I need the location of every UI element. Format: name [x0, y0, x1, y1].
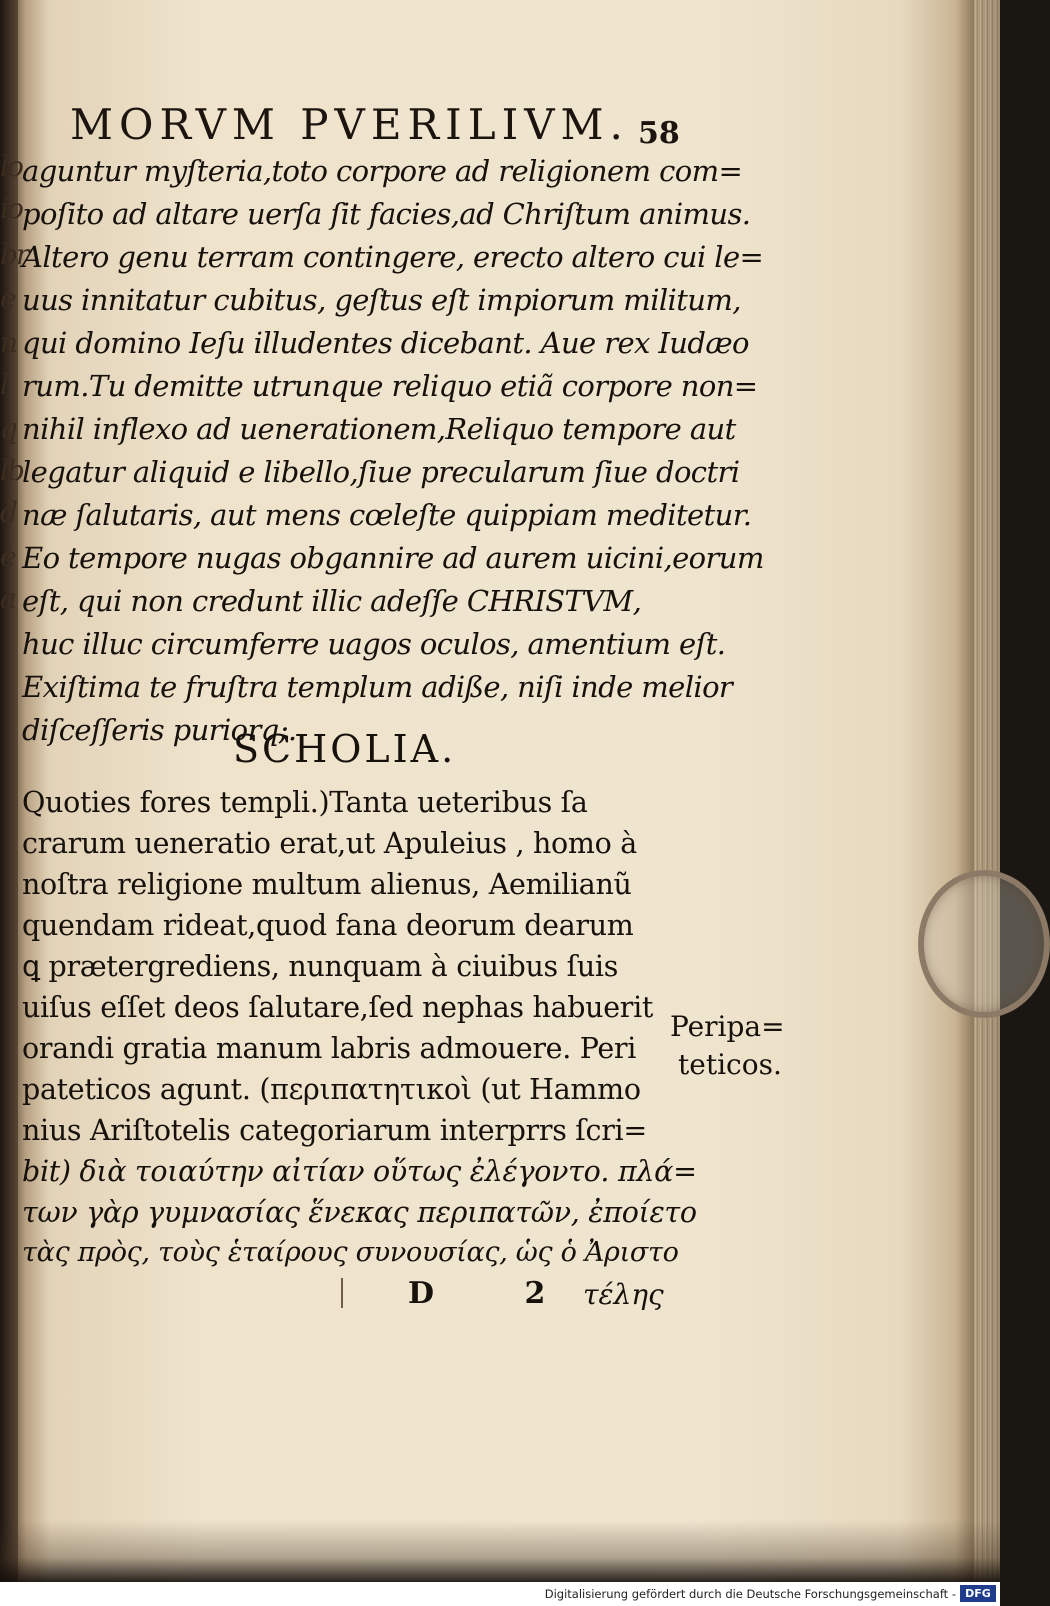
- scholia-line: quendam rideat,quod fana deorum dearum: [22, 909, 634, 942]
- margin-fragment: io: [0, 192, 22, 225]
- ink-mark: [341, 1278, 343, 1308]
- digitization-credit: Digitalisierung gefördert durch die Deutsche Forschungsgemeinschaft -: [544, 1587, 956, 1601]
- scholia-line: των γὰρ γυμνασίας ἕνεκας περιπατῶν, ἐποίετο: [22, 1196, 697, 1229]
- margin-note: Peripa=: [670, 1010, 785, 1043]
- scholia-heading: SCHOLIA.: [233, 727, 457, 771]
- scholia-line: τὰς πρὸς, τοὺς ἑταίρους συνουσίας, ὡς ὁ Ἀριστο: [22, 1237, 679, 1268]
- margin-fragment: d: [0, 496, 16, 529]
- body-line: legatur aliquid e libello,ſiue precularum ſiue doctri: [22, 455, 740, 489]
- scholia-line: ꝗ prætergrediens, nunquam à ciuibus ſuis: [22, 950, 619, 983]
- scholia-line: bit) διὰ τοιαύτην αἰτίαν οὕτως ἐλέγοντο. πλά=: [22, 1155, 697, 1188]
- margin-fragment: e: [0, 540, 15, 573]
- body-line: uus innitatur cubitus, geſtus eſt impiorum militum,: [22, 283, 741, 317]
- scholia-line: orandi gratia manum labris admouere. Peri: [22, 1032, 637, 1065]
- running-title: MORVM PVERILIVM.: [70, 100, 629, 149]
- body-line: rum.Tu demitte utrunque reliquo etiã corpore non=: [22, 369, 758, 403]
- catchword: τέλης: [583, 1278, 664, 1311]
- scholia-line: pateticos agunt. (περιπατητικοὶ (ut Hammo: [22, 1073, 641, 1106]
- margin-fragment: a: [0, 582, 15, 615]
- body-line: Eo tempore nugas obgannire ad aurem uicini,eorum: [22, 541, 764, 575]
- body-line: qui domino Ieſu illudentes dicebant. Aue rex Iudæo: [22, 326, 749, 360]
- margin-fragment: e: [0, 282, 15, 315]
- body-line: næ ſalutaris, aut mens cœleſte quippiam meditetur.: [22, 498, 752, 532]
- scholia-line: crarum ueneratio erat,ut Apuleius , homo à: [22, 827, 637, 860]
- body-line: huc illuc circumferre uagos oculos, amentium eſt.: [22, 627, 726, 661]
- body-line: eſt, qui non credunt illic adeſſe CHRISTVM,: [22, 584, 642, 618]
- body-line: poſito ad altare uerſa ſit facies,ad Chriſtum animus.: [22, 197, 751, 231]
- scholia-line: noſtra religione multum alienus, Aemilianũ: [22, 868, 632, 901]
- body-line: nihil inflexo ad uenerationem,Reliquo tempore aut: [22, 412, 736, 446]
- margin-fragment: l: [0, 368, 7, 401]
- margin-fragment: q: [0, 412, 16, 445]
- folio-number: 58: [638, 116, 680, 151]
- margin-fragment: n: [0, 326, 17, 359]
- scholia-line: Quoties fores templi.)Tanta ueteribus ſa: [22, 786, 588, 819]
- body-line: aguntur myſteria,toto corpore ad religionem com=: [22, 154, 743, 188]
- body-line: Exiſtima te fruſtra templum adiße, niſi inde melior: [22, 670, 733, 704]
- signature-mark: D 2: [408, 1276, 586, 1311]
- margin-fragment: br: [0, 238, 28, 271]
- dfg-logo: DFG: [960, 1585, 996, 1602]
- margin-note: teticos.: [678, 1048, 782, 1081]
- scholia-line: nius Ariſtotelis categoriarum interprrs ſcri=: [22, 1114, 647, 1147]
- margin-fragment: lb: [0, 454, 23, 487]
- body-line: diſceſſeris puriorq;.: [22, 713, 297, 747]
- margin-fragment: lo: [0, 150, 22, 183]
- body-line: Altero genu terram contingere, erecto altero cui le=: [22, 240, 764, 274]
- page-edges: [974, 0, 1000, 1582]
- bottom-shadow: [0, 1520, 1000, 1582]
- book-clasp: [918, 870, 1050, 1018]
- scholia-line: uiſus eſſet deos ſalutare,ſed nephas habuerit: [22, 991, 654, 1024]
